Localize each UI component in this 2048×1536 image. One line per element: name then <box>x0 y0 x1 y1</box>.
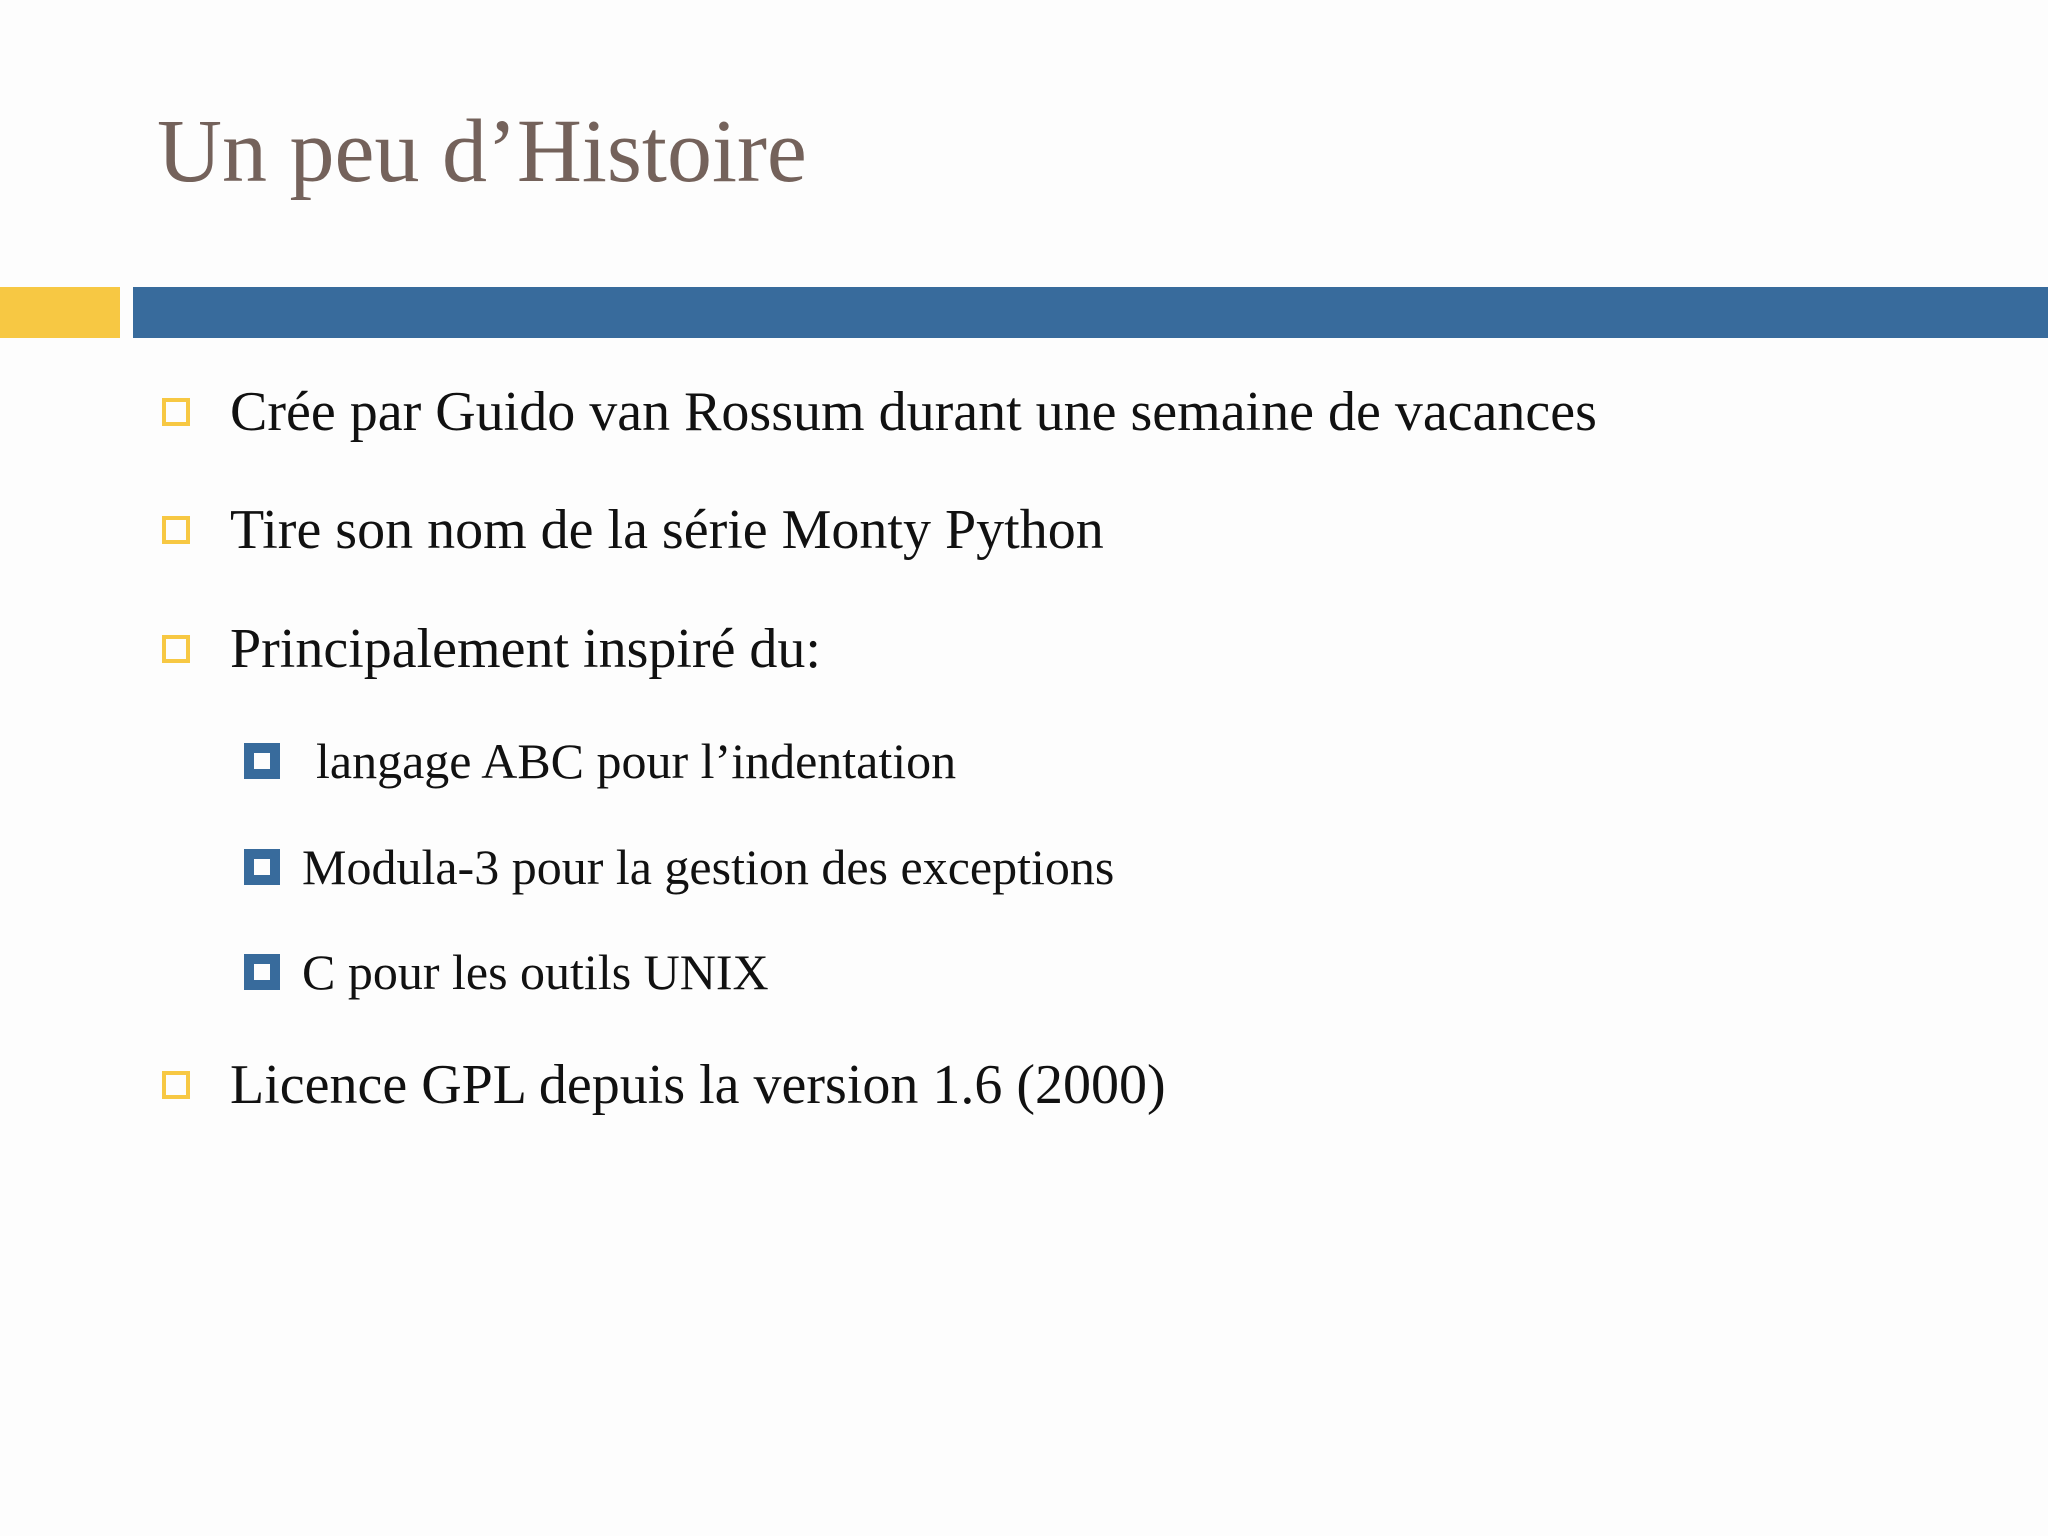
bullet-text: Licence GPL depuis la version 1.6 (2000) <box>230 1054 1166 1116</box>
slide-title: Un peu d’Histoire <box>157 102 807 201</box>
sub-bullet-text: C pour les outils UNIX <box>302 944 769 1000</box>
sub-bullet-text: langage ABC pour l’indentation <box>316 733 957 789</box>
header-divider-bar <box>133 287 2048 338</box>
hollow-square-bullet-icon <box>162 1071 190 1099</box>
hollow-square-bullet-icon <box>162 635 190 663</box>
bullet-text: Crée par Guido van Rossum durant une semaine de vacances <box>230 381 1597 443</box>
hollow-square-bullet-icon <box>162 398 190 426</box>
filled-square-bullet-icon <box>244 743 280 779</box>
accent-bar <box>0 287 120 338</box>
filled-square-bullet-icon <box>244 849 280 885</box>
bullet-text: Principalement inspiré du: <box>230 618 821 680</box>
filled-square-bullet-icon <box>244 954 280 990</box>
sub-bullet-text: Modula-3 pour la gestion des exceptions <box>302 839 1115 895</box>
hollow-square-bullet-icon <box>162 516 190 544</box>
bullet-text: Tire son nom de la série Monty Python <box>230 499 1104 561</box>
